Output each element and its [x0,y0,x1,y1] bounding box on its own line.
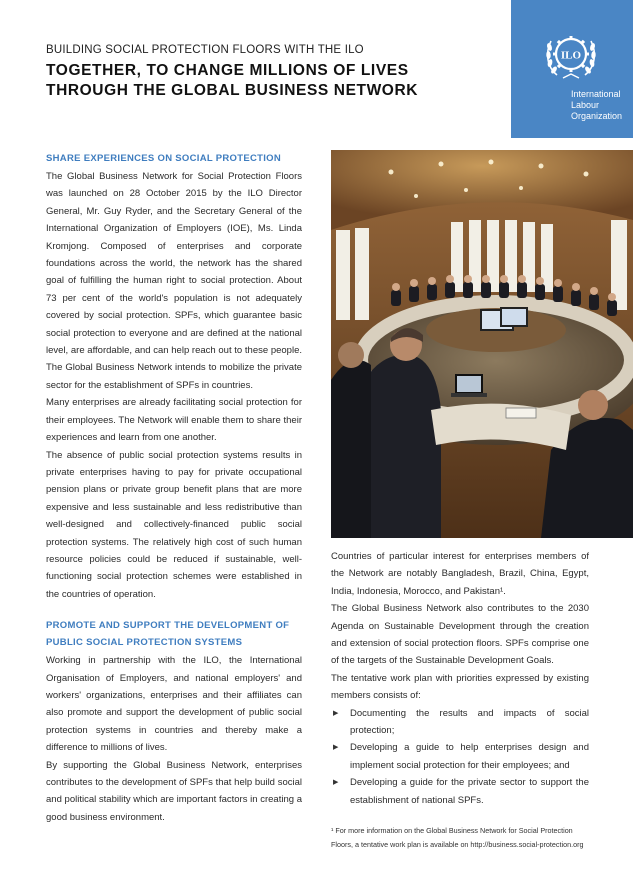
paragraph: The tentative work plan with priorities expressed by existing members consists of: [331,672,589,702]
svg-text:ILO: ILO [560,49,582,62]
title-line-2: THROUGH THE GLOBAL BUSINESS NETWORK [46,82,419,99]
bullet-arrow-icon: ▶ [333,779,339,787]
bullet-arrow-icon: ▶ [333,744,339,752]
kicker: BUILDING SOCIAL PROTECTION FLOORS WITH THE ILO [46,44,364,56]
bullet-arrow-icon: ▶ [333,709,339,717]
ilo-name-line-1: International [571,89,621,99]
meeting-photo-illustration [331,150,633,538]
left-column [46,150,302,826]
paragraph: Working in partnership with the ILO, the International Organisation of Employers, and national employers' and workers' organizations, enterprises and their affiliates can also promote and support the development of public social protection systems in countries and thereby make a difference to millions of lives. [46,655,302,754]
footnote: ¹ For more information on the Global Business Network for Social Protection Floors, a tentative work plan is available on http://business.social-protection.org [331,826,584,849]
paragraph: The absence of public social protection systems results in private enterprises having to pay for private occupational pension plans or private group benefit plans that are more expensive and less sustainable and less redistributive than well-designed and collectively-financed public social protection systems. The relatively high cost of such human resource policies could be reduced if sustainable, well-functioning social protection schemes were established in the countries of operation. [46,449,302,600]
list-item-text: Developing a guide to help enterprises design and implement social protection for their employees; and [350,742,589,771]
list-item [331,739,589,774]
ilo-name-line-2: Labour [571,100,600,110]
list-item [331,774,589,809]
paragraph: The Global Business Network also contributes to the 2030 Agenda on Sustainable Development through the creation and extension of social protection floors. SPFs comprise one of the targets of the Sustainable Development Goals. [331,603,589,667]
paragraph: Countries of particular interest for enterprises members of the Network are notably Bangladesh, Brazil, China, Egypt, India, Indonesia, Morocco, and Pakistan¹. [331,551,589,597]
paragraph: The Global Business Network for Social Protection Floors was launched on 28 October 2015 by the ILO Director General, Mr. Guy Ryder, and the Secretary General of the International Organization of Employers (IOE), Ms. Linda Kromjong. Composed of enterprises and corporate foundations across the world, the network has the shared goal of fulfilling the human right to social protection. About 73 per cent of the world's population is not adequately covered by social protection. SPFs, which guarantee basic social protection to everyone and are defined at the national level, are affordable, and can help reach out to these people. The Global Business Network intends to mobilize the private sector for the establishment of SPFs in countries. [46,171,302,391]
right-column [331,548,589,809]
paragraph: Many enterprises are already facilitating social protection for their employees. The Network will enable them to share their experiences and learn from one another. [46,397,302,444]
ilo-name-line-3: Organization [571,111,623,121]
ilo-name [571,89,622,122]
list-item-text: Documenting the results and impacts of social protection; [350,707,589,737]
ilo-emblem-icon [541,25,601,85]
section-spacer [46,603,302,617]
title-line-1: TOGETHER, TO CHANGE MILLIONS OF LIVES [46,62,409,79]
meeting-room-photo [331,150,633,538]
list-item-text: Developing a guide for the private sector to support the establishment of national SPFs. [350,777,589,806]
paragraph: By supporting the Global Business Network, enterprises contributes to the development of SPFs that help build social and political stability which are important factors in creating a good business environment. [46,759,302,823]
work-plan-list [331,705,589,809]
list-item [331,705,589,740]
page-title [46,61,506,101]
page-header [46,44,506,101]
section-heading-share-experiences: SHARE EXPERIENCES ON SOCIAL PROTECTION [46,153,282,164]
section-heading-promote-support: PROMOTE AND SUPPORT THE DEVELOPMENT OF PUBLIC SOCIAL PROTECTION SYSTEMS [46,620,290,649]
ilo-logo-block [511,0,633,138]
